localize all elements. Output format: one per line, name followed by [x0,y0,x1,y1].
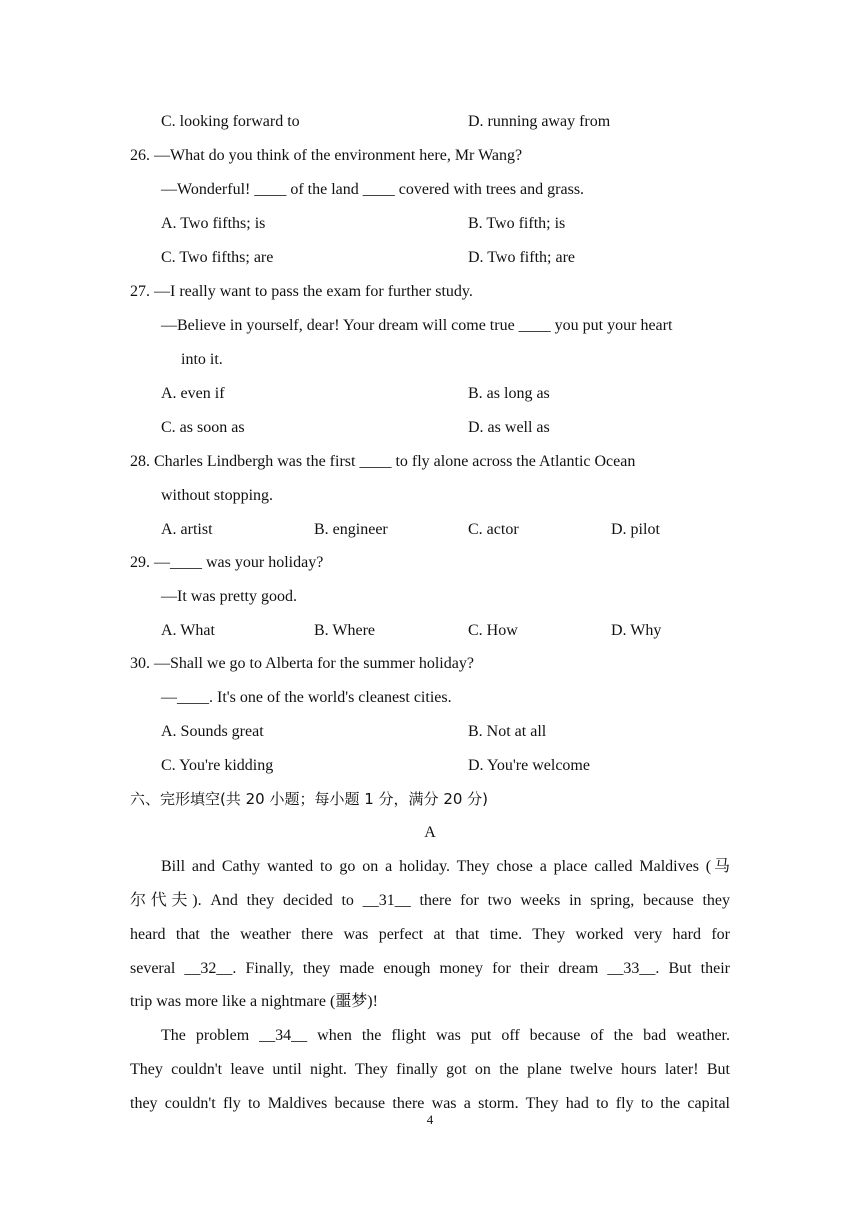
q30-stem: 30. —Shall we go to Alberta for the summer holiday? [130,655,474,672]
q26-option-a: A. Two fifths; is [161,215,266,232]
q29-option-d: D. Why [611,622,662,639]
passage-line: They couldn't leave until night. They finally got on the plane twelve hours later! But [130,1061,730,1078]
q29-stem: 29. —____ was your holiday? [130,554,324,571]
passage-line: The problem __34__ when the flight was put off because of the bad weather. [161,1027,730,1044]
passage-line: heard that the weather there was perfect at that time. They worked very hard for [130,926,730,943]
q28-stem-line-2: without stopping. [161,487,274,504]
q30-option-d: D. You're welcome [468,757,590,774]
q30-option-b: B. Not at all [468,723,547,740]
q26-stem: 26. —What do you think of the environment here, Mr Wang? [130,147,523,164]
q30-option-c: C. You're kidding [161,757,274,774]
q26-option-b: B. Two fifth; is [468,215,566,232]
page-number: 4 [426,1112,434,1127]
passage-line: trip was more like a nightmare (噩梦)! [130,993,378,1010]
q26-option-d: D. Two fifth; are [468,249,575,266]
q27-reply-line-2: into it. [181,351,223,368]
passage-line: 尔代夫). And they decided to __31__ there for two weeks in spring, because they [130,892,730,909]
passage-label: A [424,824,436,841]
q28-option-c: C. actor [468,521,519,538]
section-heading: 六、完形填空(共 20 小题；每小题 1 分，满分 20 分) [130,790,489,808]
q25-option-c: C. looking forward to [161,113,300,130]
q30-option-a: A. Sounds great [161,723,264,740]
q29-option-c: C. How [468,622,518,639]
passage-line: Bill and Cathy wanted to go on a holiday. They chose a place called Maldives (马 [161,858,730,875]
passage-line: they couldn't fly to Maldives because there was a storm. They had to fly to the capital [130,1095,730,1112]
q28-option-a: A. artist [161,521,213,538]
q28-option-b: B. engineer [314,521,388,538]
q29-option-b: B. Where [314,622,376,639]
q29-option-a: A. What [161,622,215,639]
q27-option-d: D. as well as [468,419,550,436]
q27-option-c: C. as soon as [161,419,245,436]
passage-line: several __32__. Finally, they made enough money for their dream __33__. But their [130,960,730,977]
q28-stem-line-1: 28. Charles Lindbergh was the first ____ to fly alone across the Atlantic Ocean [130,453,636,470]
q30-reply: —____. It's one of the world's cleanest cities. [161,689,452,706]
q26-option-c: C. Two fifths; are [161,249,274,266]
q27-stem: 27. —I really want to pass the exam for further study. [130,283,473,300]
q27-option-a: A. even if [161,385,225,402]
q28-option-d: D. pilot [611,521,660,538]
q27-reply-line-1: —Believe in yourself, dear! Your dream will come true ____ you put your heart [161,317,673,334]
q29-reply: —It was pretty good. [161,588,297,605]
q25-option-d: D. running away from [468,113,611,130]
q26-reply: —Wonderful! ____ of the land ____ covered with trees and grass. [161,181,585,198]
q27-option-b: B. as long as [468,385,550,402]
